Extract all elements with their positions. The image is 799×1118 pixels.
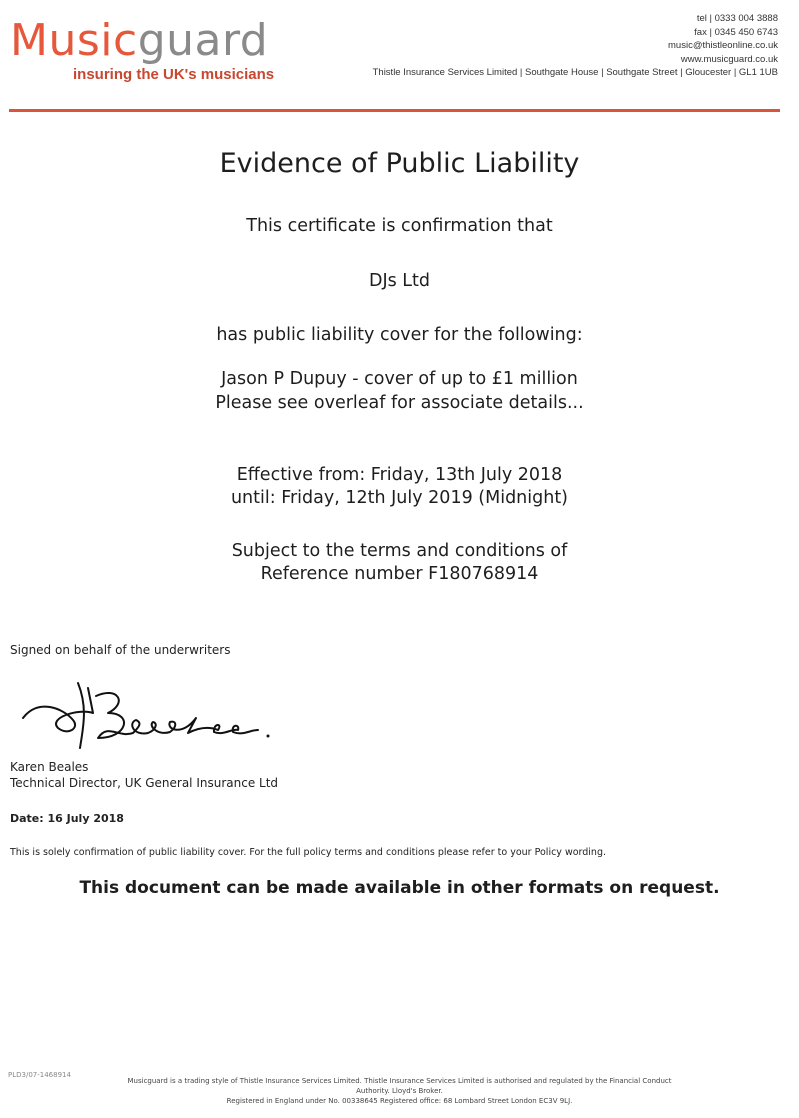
effective-until: until: Friday, 12th July 2019 (Midnight) xyxy=(230,488,569,508)
footer-line-1: Musicguard is a trading style of Thistle Insurance Services Limited. Thistle Insurance Services Limited is authorised and regulated by the Financial Conduct xyxy=(127,1077,672,1085)
formats-note: This document can be made available in other formats on request. xyxy=(79,878,720,898)
cover-intro: has public liability cover for the following: xyxy=(216,325,583,345)
footer-line-3: Registered in England under No. 00338645 Registered office: 68 Lombard Street London EC3V 9LJ. xyxy=(226,1097,573,1105)
effective-from: Effective from: Friday, 13th July 2018 xyxy=(236,465,563,485)
signatory-name: Karen Beales xyxy=(10,760,89,774)
contact-address: Thistle Insurance Services Limited | Southgate House | Southgate Street | Gloucester | GL1 1UB xyxy=(372,67,778,78)
contact-website: www.musicguard.co.uk xyxy=(680,53,778,65)
insured-name: DJs Ltd xyxy=(368,271,431,291)
brand-tagline: insuring the UK's musicians xyxy=(73,66,275,83)
signed-date: Date: 16 July 2018 xyxy=(10,812,124,825)
contact-email: music@thistleonline.co.uk xyxy=(668,40,778,51)
contact-tel: tel | 0333 004 3888 xyxy=(696,13,778,24)
document-title: Evidence of Public Liability xyxy=(219,148,580,179)
footer-line-2: Authority. Lloyd's Broker. xyxy=(356,1087,443,1095)
contact-fax: fax | 0345 450 6743 xyxy=(694,26,778,38)
reference-number: Reference number F180768914 xyxy=(260,564,539,584)
signature-image xyxy=(18,678,278,758)
overleaf-note: Please see overleaf for associate details... xyxy=(215,393,584,413)
disclaimer: This is solely confirmation of public liability cover. For the full policy terms and conditions please refer to your Policy wording. xyxy=(10,847,607,858)
document-code: PLD3/07-1468914 xyxy=(8,1071,71,1079)
logo-guard: guard xyxy=(137,15,269,66)
logo-music: Music xyxy=(10,15,138,66)
signatory-role: Technical Director, UK General Insurance Ltd xyxy=(10,776,279,790)
header-divider xyxy=(9,109,780,112)
cover-line: Jason P Dupuy - cover of up to £1 million xyxy=(221,369,578,389)
certificate-intro: This certificate is confirmation that xyxy=(246,216,553,236)
brand-logo xyxy=(10,16,268,66)
contact-block xyxy=(373,12,778,80)
terms-line: Subject to the terms and conditions of xyxy=(231,541,568,561)
signed-on-behalf: Signed on behalf of the underwriters xyxy=(10,643,231,657)
